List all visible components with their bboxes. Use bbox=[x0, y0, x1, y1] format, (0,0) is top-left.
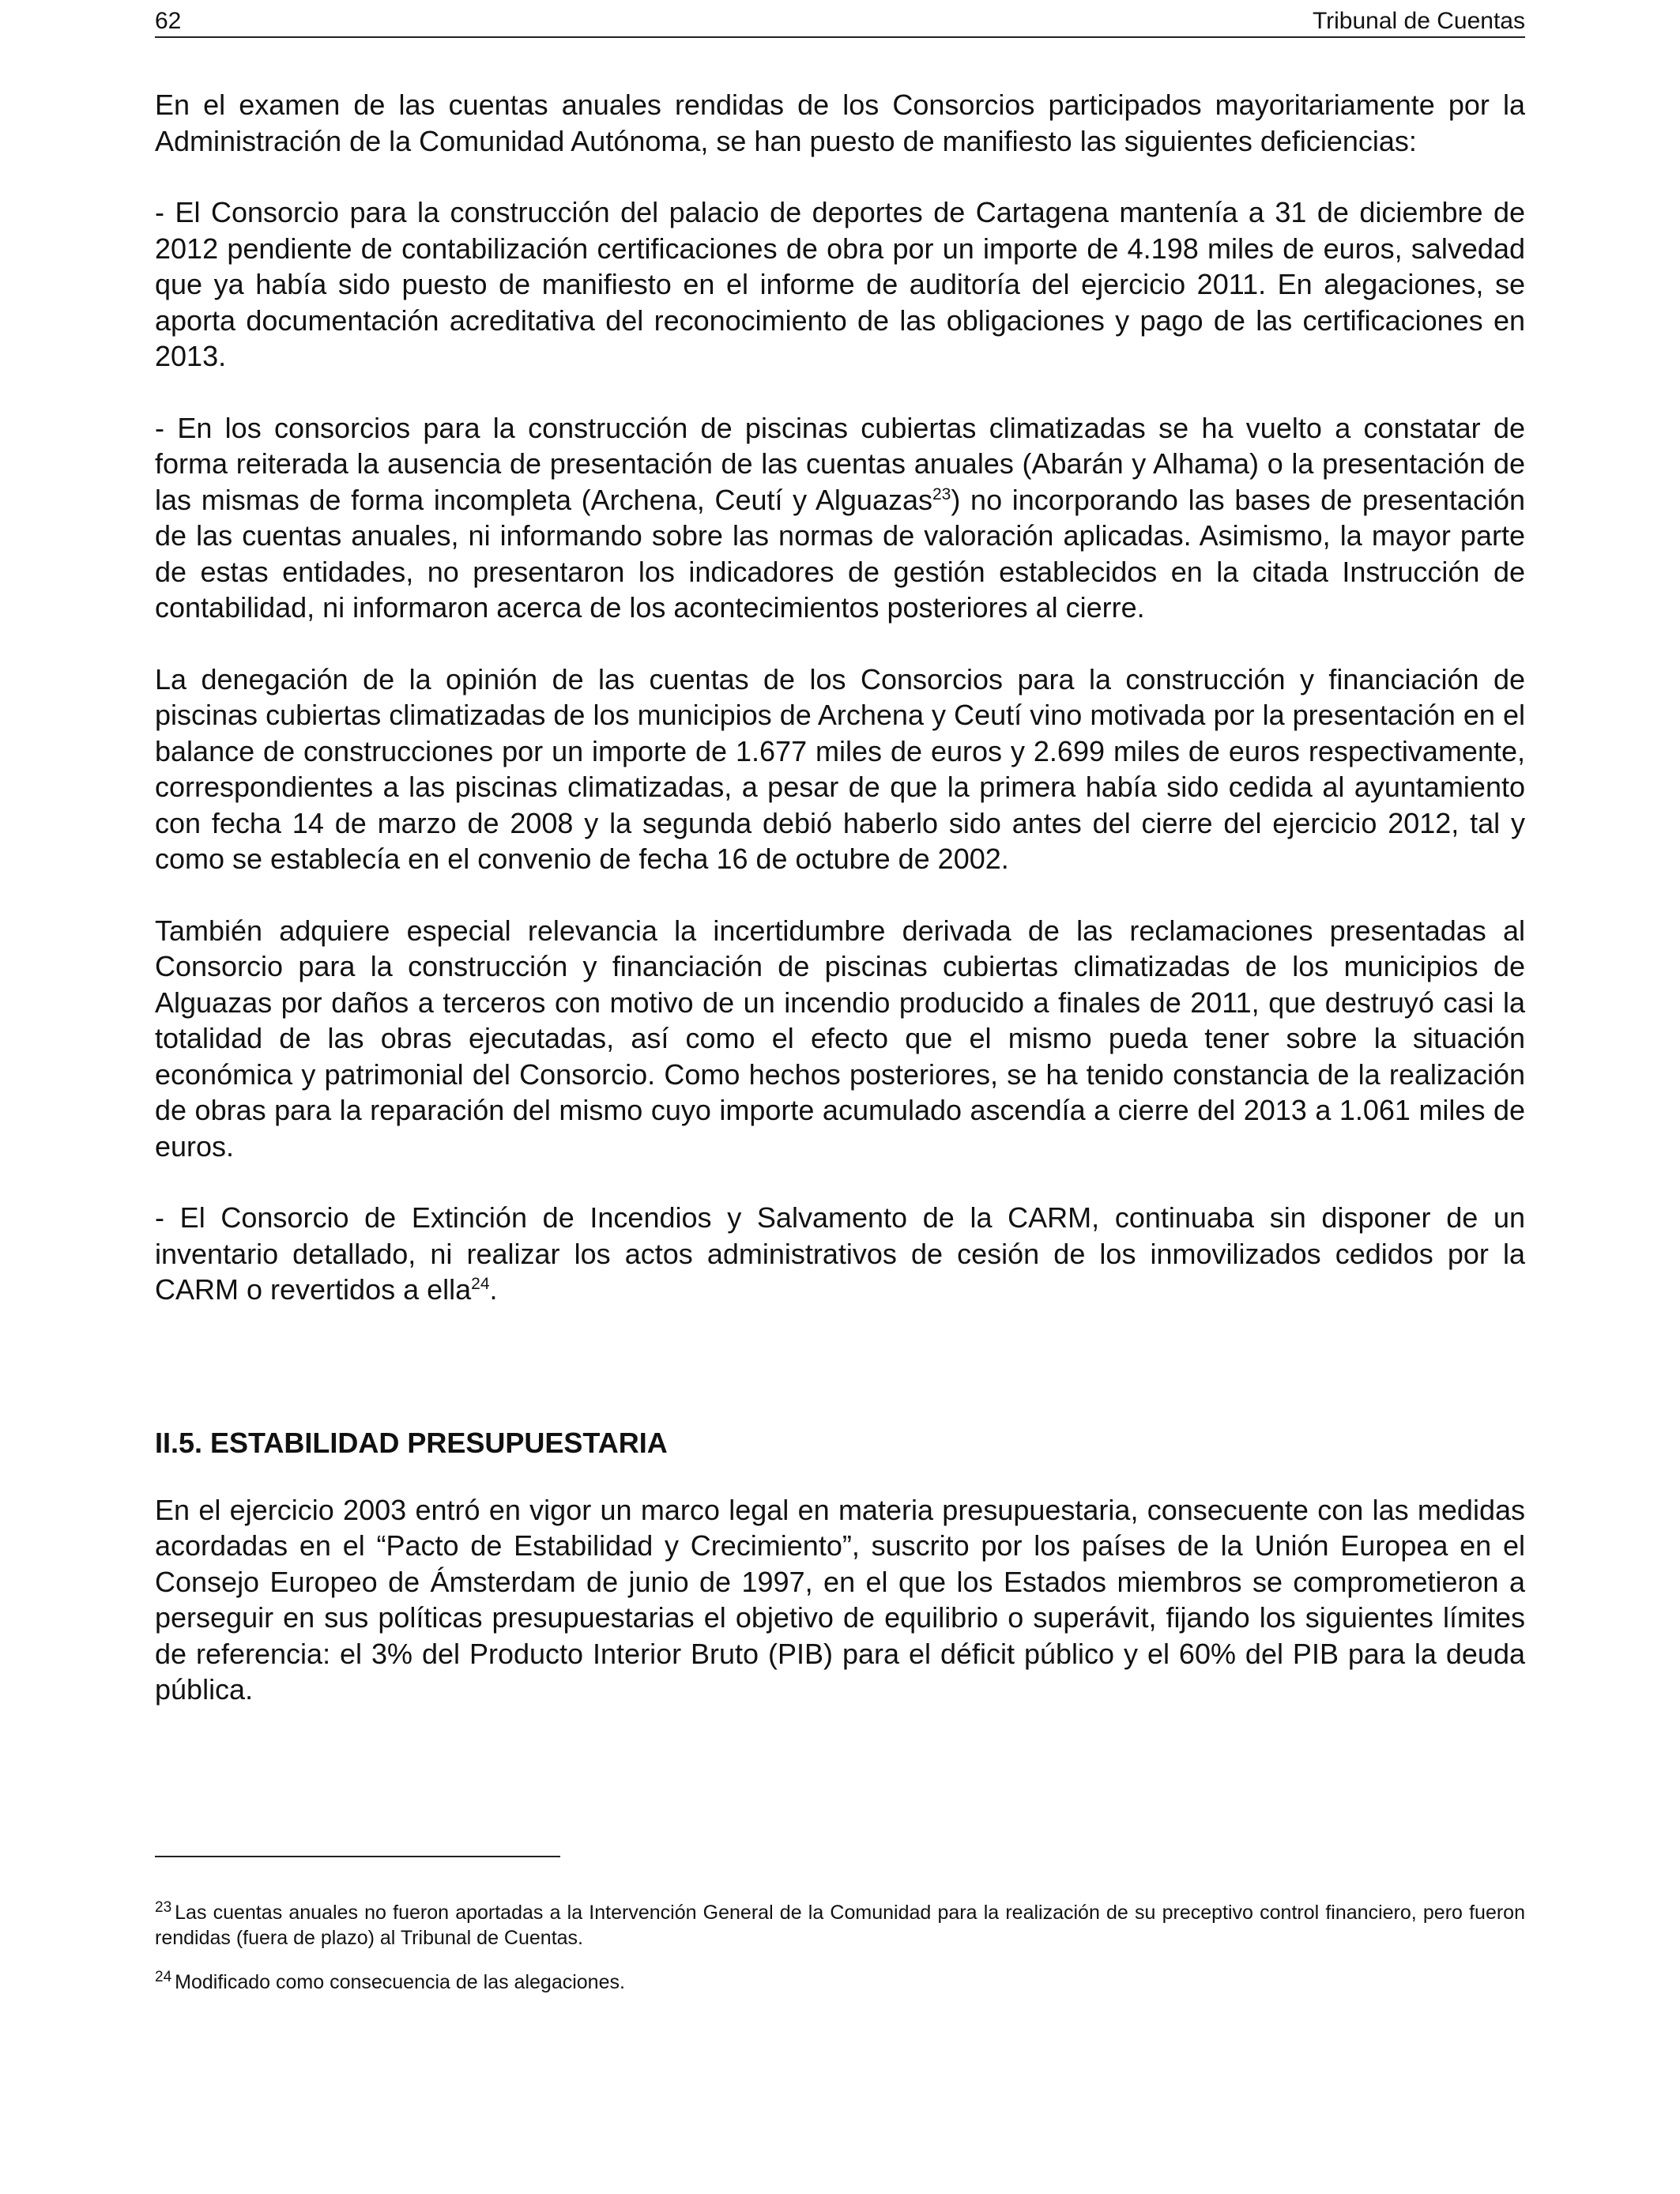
paragraph-text: En el ejercicio 2003 entró en vigor un marco legal en materia presupuestaria, consecuente con las medidas acordadas en el “Pacto de Estabilidad y Crecimiento”, suscrito por los países de la Unión Europea en el Consejo Europeo de Ámsterdam de junio de 1997, en el que los Estados miembros se comprometieron a perseguir en sus políticas presupuestarias el objetivo de equilibrio o superávit, fijando los siguientes límites de referencia: el 3% del Producto Interior Bruto (PIB) para el déficit público y el 60% del PIB para la deuda pública. bbox=[155, 1493, 1525, 1706]
paragraph-text: - En los consorcios para la construcción de piscinas cubiertas climatizadas se ha vuelto a constatar de forma reiterada la ausencia de presentación de las cuentas anuales (Abarán y Alhama) o la presentación de las mismas de forma incompleta (Archena, Ceutí y Alguazas bbox=[155, 411, 1525, 516]
paragraph-denegacion bbox=[155, 662, 1525, 877]
footnote-ref-24[interactable]: 24 bbox=[471, 1275, 490, 1293]
paragraph-text: . bbox=[489, 1273, 498, 1306]
footnote-divider bbox=[155, 1856, 560, 1857]
footnote-number: 24 bbox=[155, 1968, 172, 1985]
paragraph-text: La denegación de la opinión de las cuentas de los Consorcios para la construcción y financiación de piscinas cubiertas climatizadas de los municipios de Archena y Ceutí vino motivada por la presentación en el balance de construcciones por un importe de 1.677 miles de euros y 2.699 miles de euros respectivamente, correspondientes a las piscinas climatizadas, a pesar de que la primera había sido cedida al ayuntamiento con fecha 14 de marzo de 2008 y la segunda debió haberlo sido antes del cierre del ejercicio 2012, tal y como se establecía en el convenio de fecha 16 de octubre de 2002. bbox=[155, 662, 1525, 875]
paragraph-incendios bbox=[155, 1200, 1525, 1308]
paragraph-text: - El Consorcio para la construcción del palacio de deportes de Cartagena mantenía a 31 de diciembre de 2012 pendiente de contabilización certificaciones de obra por un importe de 4.198 miles de euros, salvedad que ya había sido puesto de manifiesto en el informe de auditoría del ejercicio 2011. En alegaciones, se aporta documentación acreditativa del reconocimiento de las obligaciones y pago de las certificaciones en 2013. bbox=[155, 196, 1525, 372]
paragraph-intro bbox=[155, 87, 1525, 159]
section-heading: II.5. ESTABILIDAD PRESUPUESTARIA bbox=[155, 1426, 668, 1459]
page-number: 62 bbox=[155, 8, 182, 34]
main-content bbox=[155, 87, 1525, 1744]
paragraph-incertidumbre bbox=[155, 913, 1525, 1165]
running-title: Tribunal de Cuentas bbox=[1312, 8, 1525, 34]
footnote-number: 23 bbox=[155, 1898, 172, 1916]
footnote-text: Las cuentas anuales no fueron aportadas a la Intervención General de la Comunidad para la realización de su preceptivo control financiero, pero fueron rendidas (fuera de plazo) al Tribunal de Cuentas. bbox=[155, 1902, 1525, 1949]
paragraph-estabilidad bbox=[155, 1492, 1525, 1708]
footnote-ref-23[interactable]: 23 bbox=[932, 484, 951, 503]
footnote-text: Modificado como consecuencia de las alegaciones. bbox=[175, 1971, 625, 1993]
footnotes bbox=[155, 1900, 1525, 2014]
paragraph-text: - El Consorcio de Extinción de Incendios y Salvamento de la CARM, continuaba sin disponer de un inventario detallado, ni realizar los actos administrativos de cesión de los inmovilizados cedidos por la CARM o revertidos a ella bbox=[155, 1201, 1525, 1306]
footnote-24 bbox=[155, 1970, 1525, 1995]
footnote-23 bbox=[155, 1900, 1525, 1951]
paragraph-cartagena bbox=[155, 194, 1525, 375]
paragraph-text: En el examen de las cuentas anuales rendidas de los Consorcios participados mayoritariamente por la Administración de la Comunidad Autónoma, se han puesto de manifiesto las siguientes deficiencias: bbox=[155, 89, 1525, 157]
paragraph-piscinas bbox=[155, 410, 1525, 626]
paragraph-text: ) no incorporando las bases de presentación de las cuentas anuales, ni informando sobre las normas de valoración aplicadas. Asimismo, la mayor parte de estas entidades, no presentaron los indicadores de gestión establecidos en la citada Instrucción de contabilidad, ni informaron acerca de los acontecimientos posteriores al cierre. bbox=[155, 483, 1525, 624]
paragraph-text: También adquiere especial relevancia la incertidumbre derivada de las reclamaciones presentadas al Consorcio para la construcción y financiación de piscinas cubiertas climatizadas de los municipios de Alguazas por daños a terceros con motivo de un incendio producido a finales de 2011, que destruyó casi la totalidad de las obras ejecutadas, así como el efecto que el mismo pueda tener sobre la situación económica y patrimonial del Consorcio. Como hechos posteriores, se ha tenido constancia de la realización de obras para la reparación del mismo cuyo importe acumulado ascendía a cierre del 2013 a 1.061 miles de euros. bbox=[155, 914, 1525, 1163]
page-header bbox=[155, 6, 1525, 38]
